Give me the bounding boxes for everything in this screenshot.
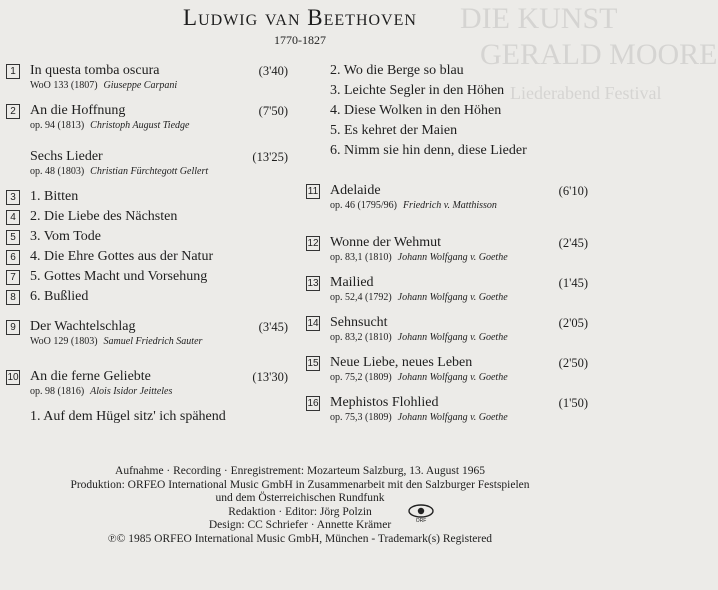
copyright-line: ℗© 1985 ORFEO International Music GmbH, München - Trademark(s) Registered xyxy=(107,532,493,545)
opus: op. 75,2 (1809) xyxy=(330,372,392,383)
track-meta xyxy=(30,336,202,348)
track-title: Adelaide xyxy=(330,183,381,198)
ghost-line: DIE KUNST xyxy=(460,2,618,35)
track-duration: (1'45) xyxy=(558,276,588,290)
opus: op. 52,4 (1792) xyxy=(330,292,392,303)
track-duration: (6'10) xyxy=(558,184,588,198)
track-title: Sehnsucht xyxy=(330,315,388,330)
track-meta xyxy=(330,252,508,264)
track-title: Mephistos Flohlied xyxy=(330,395,439,410)
track-duration: (1'50) xyxy=(558,396,588,410)
track-number-box: 9 xyxy=(6,320,20,335)
track-duration: (3'45) xyxy=(258,320,288,334)
opus: WoO 129 (1803) xyxy=(30,336,98,347)
track-number-box: 3 xyxy=(6,190,20,205)
track-title: 1. Bitten xyxy=(30,189,79,204)
poet: Christian Fürchtegott Gellert xyxy=(90,166,209,177)
track-duration: (3'40) xyxy=(258,64,288,78)
track-title: 2. Die Liebe des Nächsten xyxy=(30,209,178,224)
track-meta xyxy=(30,386,172,398)
song-title: 5. Es kehret der Maien xyxy=(330,123,458,138)
opus: WoO 133 (1807) xyxy=(30,80,98,91)
track-meta xyxy=(30,120,189,132)
track-number-box: 6 xyxy=(6,250,20,265)
poet: Johann Wolfgang v. Goethe xyxy=(397,252,508,263)
track-number-box: 10 xyxy=(7,372,19,383)
track-title: Neue Liebe, neues Leben xyxy=(330,355,473,370)
track-number-box: 16 xyxy=(307,398,319,409)
header xyxy=(0,4,600,47)
poet: Johann Wolfgang v. Goethe xyxy=(397,372,508,383)
track-duration: (2'05) xyxy=(558,316,588,330)
cycle-duration: (13'25) xyxy=(252,150,288,164)
track-meta xyxy=(330,292,508,304)
track-title: Mailied xyxy=(330,275,374,290)
design-credit: Design: CC Schriefer · Annette Krämer xyxy=(208,519,392,531)
opus: op. 48 (1803) xyxy=(30,166,85,177)
composer-name: Ludwig van Beethoven xyxy=(183,5,417,30)
opus: op. 83,1 (1810) xyxy=(330,252,392,263)
song-title: 6. Nimm sie hin denn, diese Lieder xyxy=(330,143,527,158)
track-title: 3. Vom Tode xyxy=(30,229,101,244)
song-title: 1. Auf dem Hügel sitz' ich spähend xyxy=(30,409,226,424)
track-title: Der Wachtelschlag xyxy=(30,319,136,334)
track-duration: (7'50) xyxy=(258,104,288,118)
track-duration: (13'30) xyxy=(252,370,288,384)
production-credit: Produktion: ORFEO International Music GmbH in Zusammenarbeit mit den Salzburger Festspielen xyxy=(70,478,530,491)
song-title: 2. Wo die Berge so blau xyxy=(330,63,464,78)
logo-label: ORF xyxy=(415,518,427,524)
track-title: 4. Die Ehre Gottes aus der Natur xyxy=(30,249,214,264)
track-duration: (2'50) xyxy=(558,356,588,370)
opus: op. 75,3 (1809) xyxy=(330,412,392,423)
track-number-box: 5 xyxy=(6,230,20,245)
recording-credit: Aufnahme · Recording · Enregistrement: Mozarteum Salzburg, 13. August 1965 xyxy=(115,465,485,477)
track-number-box: 7 xyxy=(6,270,20,285)
track-title: An die ferne Geliebte xyxy=(30,369,151,384)
orf-eye-icon xyxy=(408,504,434,518)
track-number-box: 2 xyxy=(6,104,20,119)
track-duration: (2'45) xyxy=(558,236,588,250)
track-number-box: 12 xyxy=(307,238,319,249)
editor-credit: Redaktion · Editor: Jörg Polzin xyxy=(228,505,372,518)
track-number-box: 1 xyxy=(6,64,20,79)
track-number-box: 8 xyxy=(6,290,20,305)
opus: op. 46 (1795/96) xyxy=(330,200,397,211)
opus: op. 94 (1813) xyxy=(30,120,85,131)
track-meta xyxy=(330,200,497,212)
production-credit-cont: und dem Österreichischen Rundfunk xyxy=(215,492,385,504)
track-meta xyxy=(330,332,508,344)
track-meta xyxy=(330,412,508,424)
song-title: 4. Diese Wolken in den Höhen xyxy=(330,103,502,118)
poet: Johann Wolfgang v. Goethe xyxy=(397,292,508,303)
track-number-box: 15 xyxy=(307,358,319,369)
track-number-box: 14 xyxy=(307,318,319,329)
track-meta xyxy=(30,80,177,92)
poet: Johann Wolfgang v. Goethe xyxy=(397,332,508,343)
composer-years: 1770-1827 xyxy=(274,33,326,47)
poet: Friedrich v. Matthisson xyxy=(402,200,497,211)
ghost-line: GERALD MOORE xyxy=(480,38,718,71)
track-title: An die Hoffnung xyxy=(30,103,126,118)
song-title: 3. Leichte Segler in den Höhen xyxy=(330,83,505,98)
ghost-line: Liederabend Festival xyxy=(510,83,662,103)
credits-footer xyxy=(0,465,600,546)
cycle-meta xyxy=(30,166,208,178)
track-title: 6. Bußlied xyxy=(30,289,89,304)
poet: Samuel Friedrich Sauter xyxy=(103,336,203,347)
poet: Alois Isidor Jeitteles xyxy=(90,386,173,397)
poet: Johann Wolfgang v. Goethe xyxy=(397,412,508,423)
poet: Giuseppe Carpani xyxy=(103,80,178,91)
opus: op. 98 (1816) xyxy=(30,386,85,397)
track-number-box: 11 xyxy=(307,186,319,197)
track-number-box: 13 xyxy=(307,278,319,289)
poet: Christoph August Tiedge xyxy=(90,120,190,131)
opus: op. 83,2 (1810) xyxy=(330,332,392,343)
track-title: In questa tomba oscura xyxy=(30,63,160,78)
track-title: Wonne der Wehmut xyxy=(330,235,442,250)
cycle-title: Sechs Lieder xyxy=(30,149,103,164)
track-meta xyxy=(330,372,508,384)
orf-logo-icon xyxy=(408,504,434,526)
track-title: 5. Gottes Macht und Vorsehung xyxy=(30,269,208,284)
track-number-box: 4 xyxy=(6,210,20,225)
